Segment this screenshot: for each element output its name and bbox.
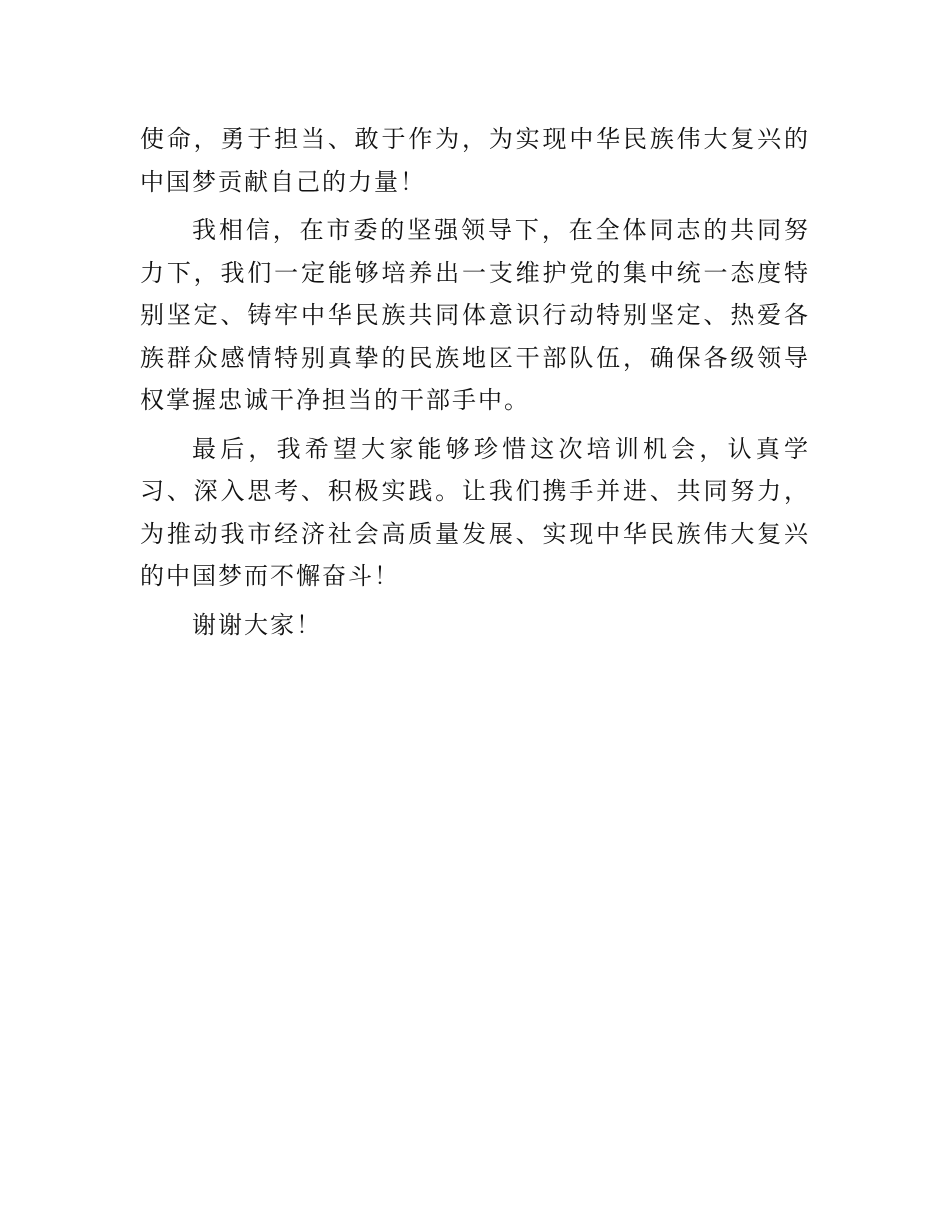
- paragraph-belief: 我相信，在市委的坚强领导下，在全体同志的共同努力下，我们一定能够培养出一支维护党的集中统一态度特别坚定、铸牢中华民族共同体意识行动特别坚定、热爱各族群众感情特别真挚的民族地区干部队伍，确保各级领导权掌握忠诚干净担当的干部手中。: [140, 216, 810, 414]
- paragraph-thanks: 谢谢大家！: [192, 610, 322, 639]
- document-body: [140, 118, 810, 652]
- paragraph-closing: 最后，我希望大家能够珍惜这次培训机会，认真学习、深入思考、积极实践。让我们携手并进、共同努力，为推动我市经济社会高质量发展、实现中华民族伟大复兴的中国梦而不懈奋斗！: [140, 434, 810, 590]
- paragraph-mission: 使命，勇于担当、敢于作为，为实现中华民族伟大复兴的中国梦贡献自己的力量！: [140, 125, 810, 196]
